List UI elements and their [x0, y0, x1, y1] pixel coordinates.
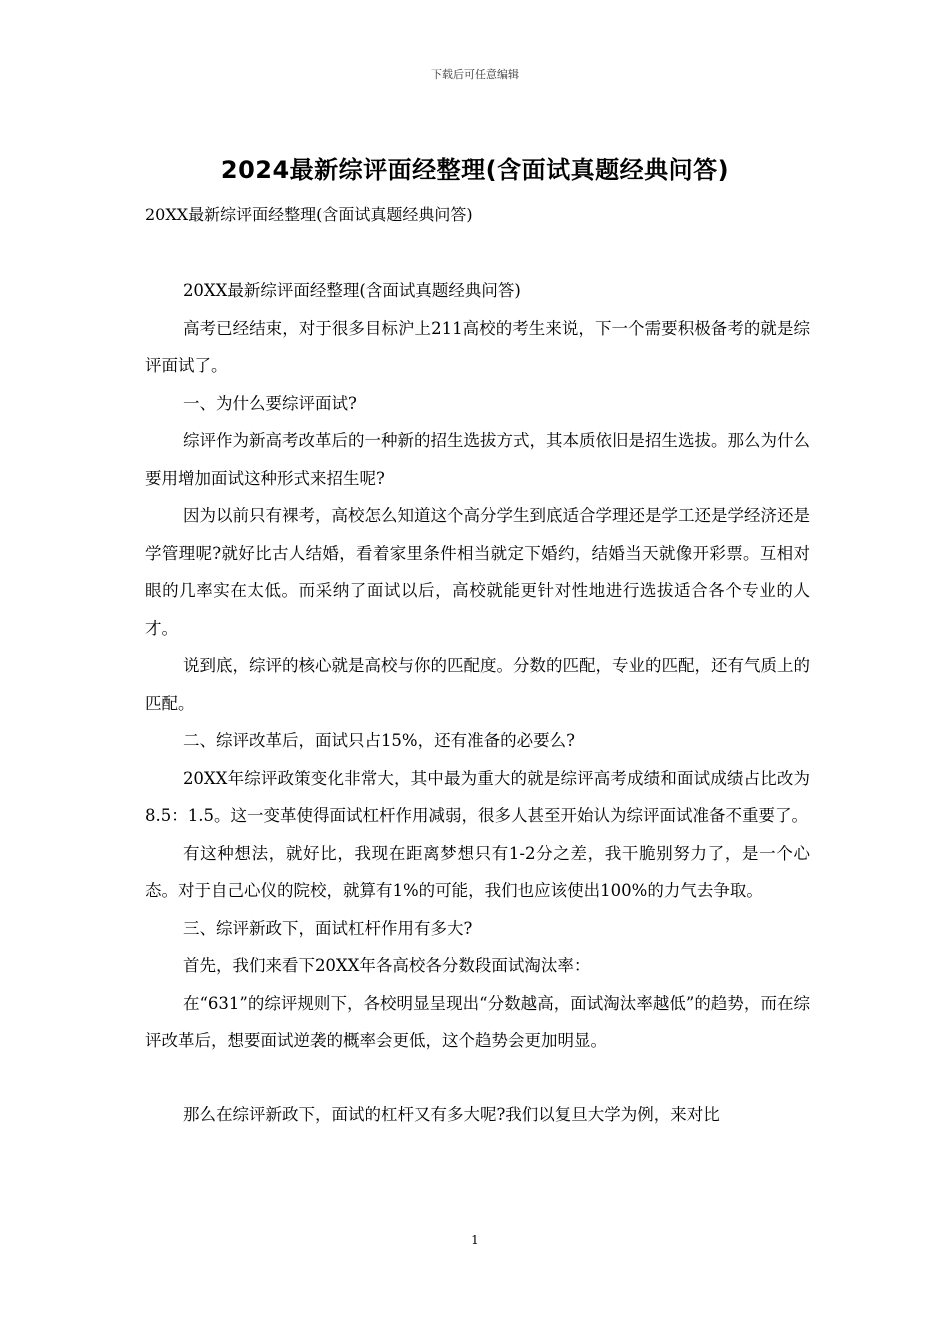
paragraph: 综评作为新高考改革后的一种新的招生选拔方式，其本质依旧是招生选拔。那么为什么要用增加面试这种形式来招生呢? — [145, 431, 810, 488]
paragraph: 那么在综评新政下，面试的杠杆又有多大呢?我们以复旦大学为例，来对比 — [182, 1104, 720, 1124]
header-note: 下载后可任意编辑 — [431, 68, 519, 81]
document-subtitle: 20XX最新综评面经整理(含面试真题经典问答) — [145, 205, 473, 224]
paragraph: 有这种想法，就好比，我现在距离梦想只有1-2分之差，我干脆别努力了，是一个心态。对于自己心仪的院校，就算有1%的可能，我们也应该使出100%的力气去争取。 — [145, 843, 810, 900]
paragraph: 说到底，综评的核心就是高校与你的匹配度。分数的匹配，专业的匹配，还有气质上的匹配。 — [145, 656, 810, 713]
section-heading: 二、综评改革后，面试只占15%，还有准备的必要么? — [182, 731, 575, 750]
paragraph: 因为以前只有裸考，高校怎么知道这个高分学生到底适合学理还是学工还是学经济还是学管理呢?就好比古人结婚，看着家里条件相当就定下婚约，结婚当天就像开彩票。互相对眼的几率实在太低。而采纳了面试以后，高校就能更针对性地进行选拔适合各个专业的人才。 — [145, 506, 810, 638]
paragraph: 20XX最新综评面经整理(含面试真题经典问答) — [182, 281, 521, 300]
paragraph: 首先，我们来看下20XX年各高校各分数段面试淘汰率： — [182, 956, 591, 975]
paragraph: 在“631”的综评规则下，各校明显呈现出“分数越高，面试淘汰率越低”的趋势，而在综评改革后，想要面试逆袭的概率会更低，这个趋势会更加明显。 — [145, 993, 810, 1050]
section-heading: 三、综评新政下，面试杠杆作用有多大? — [182, 918, 473, 938]
section-heading: 一、为什么要综评面试? — [182, 393, 357, 413]
page-number: 1 — [471, 1233, 479, 1247]
paragraph: 20XX年综评政策变化非常大，其中最为重大的就是综评高考成绩和面试成绩占比改为8.5：1.5。这一变革使得面试杠杆作用减弱，很多人甚至开始认为综评面试准备不重要了。 — [145, 768, 810, 825]
body-text — [145, 272, 810, 1133]
paragraph: 高考已经结束，对于很多目标沪上211高校的考生来说，下一个需要积极备考的就是综评面试了。 — [145, 318, 810, 375]
document-title: 2024最新综评面经整理(含面试真题经典问答) — [220, 156, 730, 184]
